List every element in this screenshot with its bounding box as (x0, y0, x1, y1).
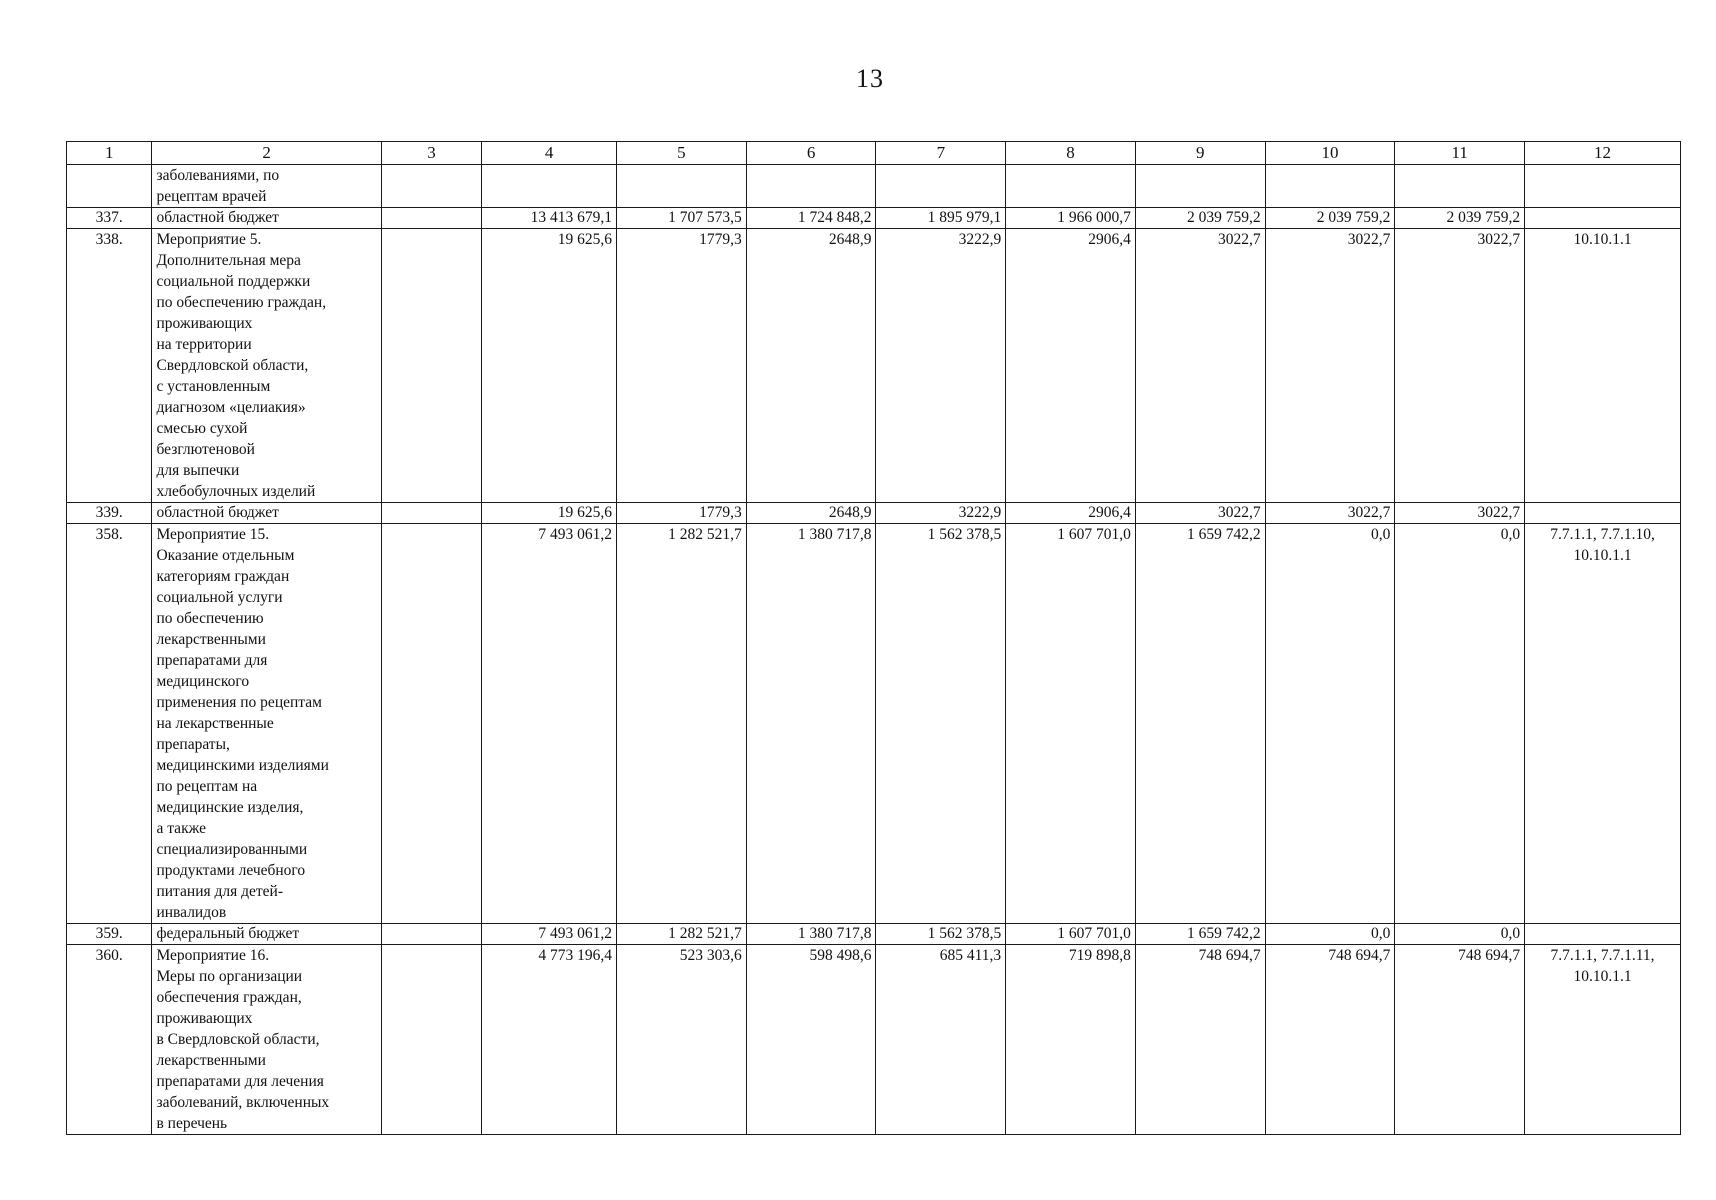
column-header: 7 (876, 142, 1006, 165)
value-cell: 748 694,7 (1395, 945, 1525, 1135)
value-cell: 2648,9 (746, 503, 876, 524)
column-header: 9 (1135, 142, 1265, 165)
row-title-line: специализированными (156, 841, 308, 858)
value-cell: 0,0 (1395, 924, 1525, 945)
target-indicator-cell: 7.7.1.1, 7.7.1.11, 10.10.1.1 (1525, 945, 1681, 1135)
row-title-line: категориям граждан (156, 568, 290, 585)
row-title-line: проживающих (156, 1010, 253, 1027)
column-header: 2 (152, 142, 381, 165)
row-title-line: Меры по организации (156, 968, 303, 985)
target-indicator-cell: 7.7.1.1, 7.7.1.10, 10.10.1.1 (1525, 524, 1681, 924)
row-title-line: препаратами для лечения (156, 1073, 324, 1090)
responsible-cell (381, 945, 482, 1135)
value-cell: 1779,3 (617, 229, 747, 503)
responsible-cell (381, 229, 482, 503)
row-title-line: препараты, (156, 736, 230, 753)
value-cell: 2 039 759,2 (1265, 208, 1395, 229)
value-cell: 2 039 759,2 (1135, 208, 1265, 229)
row-title-line: питания для детей- (156, 883, 283, 900)
continuation-row (67, 165, 1681, 208)
column-header: 8 (1006, 142, 1136, 165)
row-title-line: лекарственными (156, 1052, 266, 1069)
row-number: 360. (67, 945, 152, 1135)
event-row (67, 524, 1681, 924)
target-indicator-cell (1525, 503, 1681, 524)
row-title-line: областной бюджет (156, 504, 279, 521)
row-title-line: в перечень (156, 1115, 228, 1132)
column-header: 1 (67, 142, 152, 165)
value-cell (746, 165, 876, 208)
row-title-line: медицинские изделия, (156, 799, 304, 816)
row-title-line: по рецептам на (156, 778, 258, 795)
column-header: 11 (1395, 142, 1525, 165)
row-title-line: заболеваний, включенных (156, 1094, 330, 1111)
row-title-line: Мероприятие 5. (156, 231, 262, 248)
row-title-line: продуктами лечебного (156, 862, 306, 879)
header-row (67, 142, 1681, 165)
row-title-line: Дополнительная мера (156, 252, 301, 269)
responsible-cell (381, 208, 482, 229)
value-cell: 19 625,6 (482, 503, 617, 524)
value-cell: 1 607 701,0 (1006, 524, 1136, 924)
value-cell: 748 694,7 (1265, 945, 1395, 1135)
column-header: 3 (381, 142, 482, 165)
row-title-line: хлебобулочных изделий (156, 483, 316, 500)
event-row (67, 229, 1681, 503)
row-title-line: лекарственными (156, 631, 266, 648)
value-cell: 685 411,3 (876, 945, 1006, 1135)
value-cell: 3022,7 (1135, 503, 1265, 524)
value-cell: 1 724 848,2 (746, 208, 876, 229)
budget-source-row (67, 503, 1681, 524)
row-title-line: медицинского (156, 673, 250, 690)
value-cell (482, 165, 617, 208)
column-header: 10 (1265, 142, 1395, 165)
value-cell: 1 659 742,2 (1135, 524, 1265, 924)
value-cell: 748 694,7 (1135, 945, 1265, 1135)
value-cell: 0,0 (1265, 924, 1395, 945)
responsible-cell (381, 165, 482, 208)
value-cell: 4 773 196,4 (482, 945, 617, 1135)
row-title-line: в Свердловской области, (156, 1031, 320, 1048)
row-title-line: социальной услуги (156, 589, 283, 606)
row-title (152, 924, 381, 945)
row-title-line: по обеспечению (156, 610, 264, 627)
value-cell: 3022,7 (1135, 229, 1265, 503)
row-title-line: обеспечения граждан, (156, 989, 302, 1006)
value-cell: 1 282 521,7 (617, 924, 747, 945)
value-cell: 2906,4 (1006, 503, 1136, 524)
row-title-line: для выпечки (156, 462, 240, 479)
row-title-line: проживающих (156, 315, 253, 332)
value-cell: 3022,7 (1395, 503, 1525, 524)
value-cell: 1 966 000,7 (1006, 208, 1136, 229)
column-header: 5 (617, 142, 747, 165)
row-number: 339. (67, 503, 152, 524)
value-cell: 2 039 759,2 (1395, 208, 1525, 229)
value-cell: 3022,7 (1395, 229, 1525, 503)
value-cell: 1 707 573,5 (617, 208, 747, 229)
row-title (152, 165, 381, 208)
value-cell: 3222,9 (876, 503, 1006, 524)
value-cell: 7 493 061,2 (482, 924, 617, 945)
value-cell: 0,0 (1395, 524, 1525, 924)
target-indicator-cell (1525, 165, 1681, 208)
value-cell (1006, 165, 1136, 208)
value-cell: 1 562 378,5 (876, 524, 1006, 924)
row-title-line: а также (156, 820, 206, 837)
row-title-line: применения по рецептам (156, 694, 322, 711)
row-title (152, 503, 381, 524)
value-cell (617, 165, 747, 208)
row-title-line: безглютеновой (156, 441, 255, 458)
value-cell (876, 165, 1006, 208)
value-cell: 3022,7 (1265, 229, 1395, 503)
value-cell (1265, 165, 1395, 208)
value-cell: 2906,4 (1006, 229, 1136, 503)
row-title-line: Свердловской области, (156, 357, 309, 374)
value-cell: 1 380 717,8 (746, 524, 876, 924)
row-title-line: социальной поддержки (156, 273, 311, 290)
value-cell: 19 625,6 (482, 229, 617, 503)
value-cell: 523 303,6 (617, 945, 747, 1135)
row-number: 337. (67, 208, 152, 229)
target-indicator-cell: 10.10.1.1 (1525, 229, 1681, 503)
row-title-line: смесью сухой (156, 420, 248, 437)
value-cell: 1 895 979,1 (876, 208, 1006, 229)
value-cell: 0,0 (1265, 524, 1395, 924)
value-cell: 3222,9 (876, 229, 1006, 503)
responsible-cell (381, 524, 482, 924)
value-cell: 719 898,8 (1006, 945, 1136, 1135)
page-number: 13 (856, 64, 884, 93)
target-indicator-cell (1525, 924, 1681, 945)
budget-source-row (67, 924, 1681, 945)
responsible-cell (381, 924, 482, 945)
row-title-line: инвалидов (156, 904, 227, 921)
row-title-line: на территории (156, 336, 252, 353)
row-title-line: рецептам врачей (156, 188, 267, 205)
row-title-line: на лекарственные (156, 715, 274, 732)
row-title-line: Мероприятие 15. (156, 526, 270, 543)
budget-source-row (67, 208, 1681, 229)
column-header: 6 (746, 142, 876, 165)
row-title-line: диагнозом «целиакия» (156, 399, 306, 416)
row-number: 359. (67, 924, 152, 945)
row-title-line: Оказание отдельным (156, 547, 295, 564)
budget-table (66, 141, 1681, 1135)
row-title-line: медицинскими изделиями (156, 757, 329, 774)
row-title (152, 229, 381, 503)
value-cell: 1 659 742,2 (1135, 924, 1265, 945)
event-row (67, 945, 1681, 1135)
target-indicator-cell (1525, 208, 1681, 229)
row-title (152, 945, 381, 1135)
responsible-cell (381, 503, 482, 524)
row-title-line: федеральный бюджет (156, 925, 300, 942)
value-cell: 1779,3 (617, 503, 747, 524)
value-cell: 3022,7 (1265, 503, 1395, 524)
row-title-line: с установленным (156, 378, 271, 395)
row-title (152, 208, 381, 229)
value-cell (1135, 165, 1265, 208)
value-cell: 7 493 061,2 (482, 524, 617, 924)
value-cell: 1 562 378,5 (876, 924, 1006, 945)
value-cell: 1 380 717,8 (746, 924, 876, 945)
value-cell: 598 498,6 (746, 945, 876, 1135)
column-header: 12 (1525, 142, 1681, 165)
value-cell: 1 282 521,7 (617, 524, 747, 924)
value-cell: 2648,9 (746, 229, 876, 503)
row-number: 338. (67, 229, 152, 503)
row-number (67, 165, 152, 208)
value-cell (1395, 165, 1525, 208)
row-number: 358. (67, 524, 152, 924)
row-title-line: препаратами для (156, 652, 268, 669)
value-cell: 1 607 701,0 (1006, 924, 1136, 945)
column-header: 4 (482, 142, 617, 165)
row-title (152, 524, 381, 924)
value-cell: 13 413 679,1 (482, 208, 617, 229)
row-title-line: Мероприятие 16. (156, 947, 270, 964)
row-title-line: областной бюджет (156, 209, 279, 226)
row-title-line: заболеваниями, по (156, 167, 280, 184)
row-title-line: по обеспечению граждан, (156, 294, 327, 311)
